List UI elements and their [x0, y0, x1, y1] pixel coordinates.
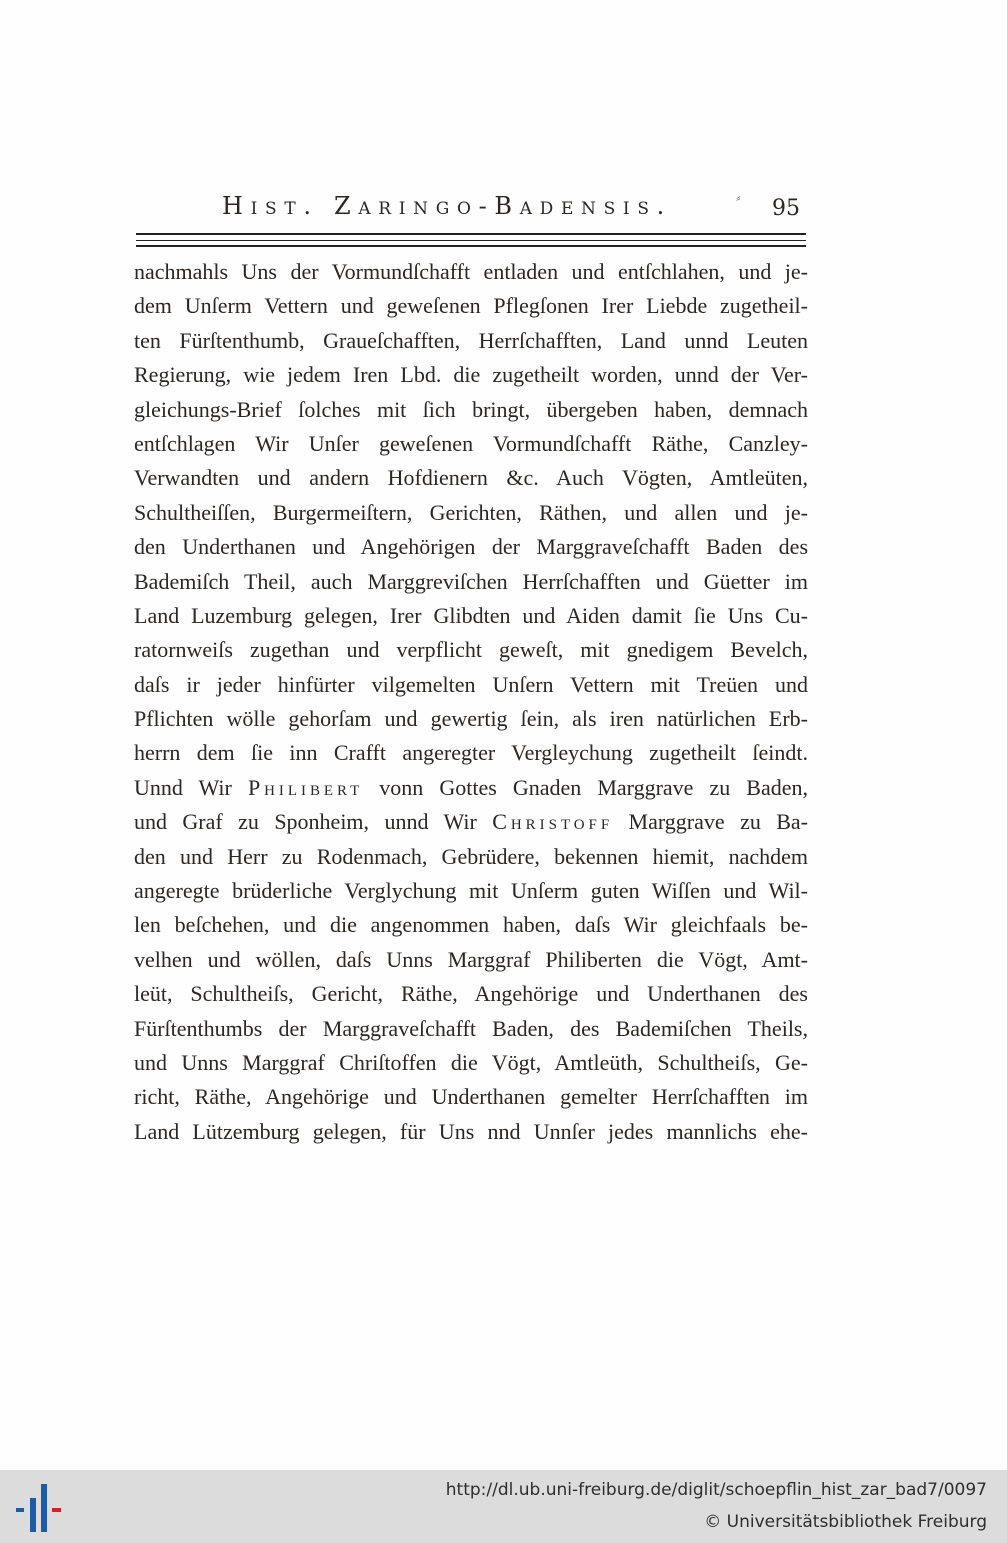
text-segment: Pflichten wölle gehorſam und gewertig ſein, als iren natürlichen Erb-: [134, 706, 808, 732]
text-line: [134, 943, 808, 977]
text-line: [134, 633, 808, 667]
header-rule: [136, 245, 806, 247]
text-line: [134, 461, 808, 495]
text-line: [134, 565, 808, 599]
text-line: [134, 289, 808, 323]
text-line: [134, 840, 808, 874]
text-segment: Bademiſch Theil, auch Marggreviſchen Herrſchafften und Güetter im: [134, 568, 808, 594]
running-head: [136, 192, 806, 228]
text-segment: daſs ir jeder hinfürter vilgemelten Unſern Vettern mit Treüen und: [134, 671, 808, 697]
text-segment: vonn Gottes Gnaden Marggrave zu Baden,: [363, 774, 809, 800]
text-segment: Verwandten und andern Hofdienern &c. Auch Vögten, Amtleüten,: [134, 465, 808, 491]
text-segment: Schultheiſſen, Burgermeiſtern, Gerichten, Räthen, und allen und je-: [134, 499, 808, 525]
text-segment: und Graf zu Sponheim, unnd Wir: [134, 809, 493, 835]
text-line: [134, 1046, 808, 1080]
ink-mark: ⸗: [736, 190, 741, 206]
text-line: [134, 255, 808, 289]
small-caps-name: Christoff: [492, 809, 614, 835]
text-line: [134, 496, 808, 530]
text-segment: und Unns Marggraf Chriſtoffen die Vögt, Amtleüth, Schultheiſs, Ge-: [134, 1049, 808, 1075]
text-line: [134, 427, 808, 461]
text-segment: den und Herr zu Rodenmach, Gebrüdere, bekennen hiemit, nachdem: [134, 843, 808, 869]
text-segment: entſchlagen Wir Unſer geweſenen Vormundſchafft Räthe, Canzley-: [134, 430, 808, 456]
text-segment: Fürſtenthumbs der Marggraveſchafft Baden, des Bademiſchen Theils,: [134, 1015, 808, 1041]
text-line: [134, 805, 808, 839]
text-segment: velhen und wöllen, daſs Unns Marggraf Philiberten die Vögt, Amt-: [134, 946, 808, 972]
text-line: [134, 874, 808, 908]
text-segment: len beſchehen, und die angenommen haben, daſs Wir gleichfaals be-: [134, 912, 808, 938]
text-line: [134, 393, 808, 427]
text-segment: Land Luzemburg gelegen, Irer Glibdten und Aiden damit ſie Uns Cu-: [134, 602, 808, 628]
text-segment: herrn dem ſie inn Crafft angeregter Vergleychung zugetheilt ſeindt.: [134, 740, 808, 766]
text-line: [134, 736, 808, 770]
ub-freiburg-logo-icon: [14, 1482, 64, 1534]
text-segment: leüt, Schultheiſs, Gericht, Räthe, Angehörige und Underthanen des: [134, 981, 808, 1007]
text-segment: nachmahls Uns der Vormundſchafft entladen und entſchlahen, und je-: [134, 259, 808, 284]
text-line: [134, 771, 808, 805]
text-segment: angeregte brüderliche Verglychung mit Unſerm guten Wiſſen und Wil-: [134, 878, 808, 904]
text-segment: Marggrave zu Ba-: [613, 809, 809, 835]
text-segment: gleichungs-Brief ſolches mit ſich bringt, übergeben haben, demnach: [134, 396, 808, 422]
copyright-notice: © Universitätsbibliothek Freiburg: [704, 1512, 987, 1532]
text-line: [134, 358, 808, 392]
text-line: [134, 908, 808, 942]
text-segment: ratornweiſs zugethan und verpflicht geweſt, mit gnedigem Bevelch,: [134, 637, 808, 663]
viewer-footer: [0, 1470, 1007, 1543]
text-segment: Unnd Wir: [134, 774, 248, 800]
text-line: [134, 324, 808, 358]
text-segment: dem Unſerm Vettern und geweſenen Pflegſonen Irer Liebde zugetheil-: [134, 293, 808, 319]
text-line: [134, 1115, 808, 1149]
text-line: [134, 599, 808, 633]
text-line: [134, 977, 808, 1011]
text-segment: Regierung, wie jedem Iren Lbd. die zugetheilt worden, unnd der Ver-: [134, 362, 808, 388]
text-line: [134, 1012, 808, 1046]
running-title: Hist. Zaringo-Badensis.: [222, 192, 672, 220]
text-line: [134, 668, 808, 702]
text-segment: Land Lützemburg gelegen, für Uns nnd Unnſer jedes mannlichs ehe-: [134, 1118, 808, 1144]
header-rule: [136, 233, 806, 235]
text-line: [134, 702, 808, 736]
page-number: 95: [772, 196, 800, 221]
permalink-url[interactable]: http://dl.ub.uni-freiburg.de/diglit/schoepflin_hist_zar_bad7/0097: [445, 1480, 987, 1500]
header-rule: [136, 240, 806, 241]
small-caps-name: Philibert: [247, 774, 364, 800]
text-segment: ten Fürſtenthumb, Graueſchafften, Herrſchafften, Land unnd Leuten: [134, 327, 808, 353]
text-segment: den Underthanen und Angehörigen der Marggraveſchafft Baden des: [134, 534, 808, 560]
text-line: [134, 1080, 808, 1114]
text-segment: richt, Räthe, Angehörige und Underthanen gemelter Herrſchafften im: [134, 1084, 808, 1110]
text-line: [134, 530, 808, 564]
body-text: [134, 255, 808, 1149]
